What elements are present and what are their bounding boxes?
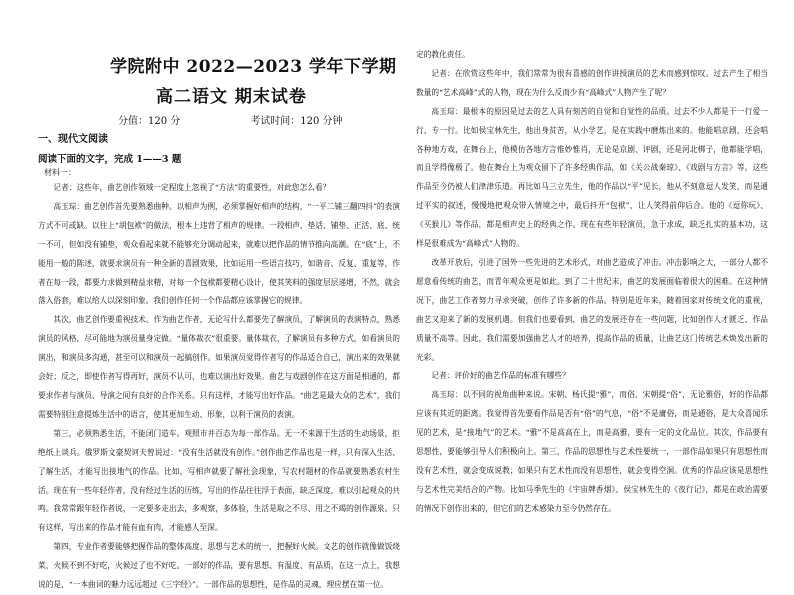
reading-instruction: 阅读下面的文字，完成 1——3 题 [38, 154, 182, 165]
time-label: 考试时间：120 分钟 [250, 116, 343, 127]
material-label: 材料一： [44, 168, 76, 177]
paragraph: 记者：这些年，曲艺创作领域一定程度上忽视了“方法”的重要性，对此您怎么看？ [53, 183, 331, 192]
paragraph: 第四，专业作者要能够把握作品的整体高度、思想与艺术的统一，把握好火候。文艺的创作就像做饭烧菜，火候不到不好吃，火候过了也不好吃。一部好的作品，要有思想、有温度、有品质。在这一点上，我想说的是，“一本曲词的魅力远远超过《三字经》”。一部作品的思想性，是作品的灵魂，理应摆在第一位。 [38, 542, 400, 590]
paragraph: 高玉琮：曲艺创作首先要熟悉曲种。以相声为例，必须掌握好相声的结构，“一平二铺三翻四抖”的表演方式不可或缺。以往上“胡包袱”的做法，根本上违背了相声的规律。一段相声，垫话、铺垫、正活、底、统一不可，但如没有铺垫，观众看起来就不能够充分调动起来，就难以把作品的情节推向高潮。在“底”上，不能用一般的陈述，就要求演员有一种全新的喜剧效果，比如运用一些语言技巧，如谐音、反复、重复等，作者在每一段，都要力求做到精益求精，对每一个包袱都要精心设计，使其笑料的强度层层递增，不然，就会落入俗套，难以给人以深刻印象。我们创作任何一个作品都应该掌握它的规律。 [38, 201, 400, 306]
paragraph: 第三，必须熟悉生活，不能闭门造车。观照市井百态为每一部作品。无一不来源于生活的生动场景，拒绝纸上谈兵。俄罗斯文豪契诃夫曾说过：“没有生活就没有创作。”创作曲艺作品也是一样，只有深入生活、了解生活，才能写出接地气的作品。比如，写相声就要了解社会现象，写农村题材的作品就要熟悉农村生活。现在有一些年轻作者，没有经过生活的历练，写出的作品往往浮于表面，缺乏深度，难以引起观众的共鸣。我常常跟年轻作者说，一定要多走出去，多观察，多体验，生活是取之不尽、用之不竭的创作源泉。只有这样，写出来的作品才能有血有肉，才能感人至深。 [38, 428, 400, 533]
paragraph: 定的教化责任。 [416, 50, 470, 59]
paragraph: 记者：评价好的曲艺作品的标准有哪些？ [431, 371, 570, 381]
left-body-text [38, 179, 400, 595]
paragraph: 记者：在欣赏这些年中，我们常常为很有喜感的创作讲授演员的艺术而感到惊叹。过去产生了相当数量的“艺术高峰”式的人物，现在为什么反而少有“高峰式”人物产生了呢？ [416, 68, 768, 97]
exam-subtitle: 高二语文 期末试卷 [156, 87, 307, 107]
paragraph: 高玉琮：最根本的原因是过去的艺人具有刻苦的自觉和自觉性的品质。过去不少人都是干一行爱一行，专一行。比如侯宝林先生，他出身贫苦，从小学艺，是在实践中磨炼出来的。他能唱京剧，还会唱各种地方戏，在舞台上，他模仿各地方言惟妙惟肖，无论是京剧、评剧，还是河北梆子，他都能学唱，而且学得像极了。他在舞台上为观众留下了许多经典作品，如《关公战秦琼》、《戏剧与方言》等。这些作品至今仍被人们津津乐道。再比如马三立先生，他的作品以“平”见长，他从不刻意逗人发笑，而是通过平实的叙述，慢慢地把观众带入情境之中，最后抖开“包袱”，让人笑得前仰后合。他的《逗你玩》、《买猴儿》等作品，都是相声史上的经典之作。现在有些年轻演员，急于求成，缺乏扎实的基本功，这样是很难成为“高峰式”人物的。 [416, 106, 768, 249]
paragraph: 其次，曲艺创作要重视技术。作为曲艺作者，无论写什么都要先了解演员，了解演员的表演特点，熟悉演员的风格，尽可能地为演员量身定做。“量体裁衣”很重要。量体裁衣、了解演员有多种方式，如看演员的演出，和演员多沟通，甚至可以和演员一起搞创作。如果演员觉得作者写的作品适合自己，演出来的效果就会好；反之，即使作者写得再好，演员不认可，也难以演出好效果。曲艺与戏剧创作在这方面是相通的，都要求作者与演员、导演之间有良好的合作关系。只有这样，才能写出好作品。“曲艺是最大众的艺术”，我们需要特别注意提炼生活中的语言，使其更加生动、形象，以利于演员的表演。 [38, 315, 400, 419]
exam-meta [118, 112, 343, 127]
paragraph: 改革开放后，引进了国外一些先进的艺术形式，对曲艺造成了冲击。冲击影响之大，一部分人都不愿意看传统的曲艺，而青年观众更是如此。到了二十世纪末，曲艺的发展面临着很大的困难。在这种情况下，曲艺工作者努力寻求突破，创作了许多新的作品。特别是近年来，随着国家对传统文化的重视，曲艺又迎来了新的发展机遇。但我们也要看到，曲艺的发展还存在一些问题，比如创作人才匮乏、作品质量不高等。因此，我们需要加强曲艺人才的培养，提高作品的质量，让曲艺这门传统艺术焕发出新的光彩。 [416, 257, 768, 362]
right-body-text [416, 46, 768, 519]
score-label: 分值：120 分 [118, 116, 181, 127]
paragraph: 高玉琮：以不同的视角曲种来说。宋朝、杨氏提“雅”，而俗、宋朝提“俗”，无论雅俗，好的作品都应该有其近的距离。我觉得首先要看作品是否有“俗”的气息，“俗”不是庸俗，而是通俗，是大众喜闻乐见的艺术，是“接地气”的艺术。“雅”不是高高在上，而是高雅，要有一定的文化品位。其次，作品要有思想性，要能够引导人们积极向上。第三，作品的思想性与艺术性要统一，一部作品如果只有思想性而没有艺术性，就会变成说教；如果只有艺术性而没有思想性，就会变得空洞。优秀的作品应该是思想性与艺术性完美结合的产物。比如马季先生的《宇宙牌香烟》、侯宝林先生的《夜行记》，都是在政治需要的情况下创作出来的，但它们的艺术感染力至今仍然存在。 [416, 390, 768, 513]
section-heading: 一、现代文阅读 [38, 134, 108, 145]
exam-title: 学院附中 2022—2023 学年下学期 [110, 57, 397, 77]
